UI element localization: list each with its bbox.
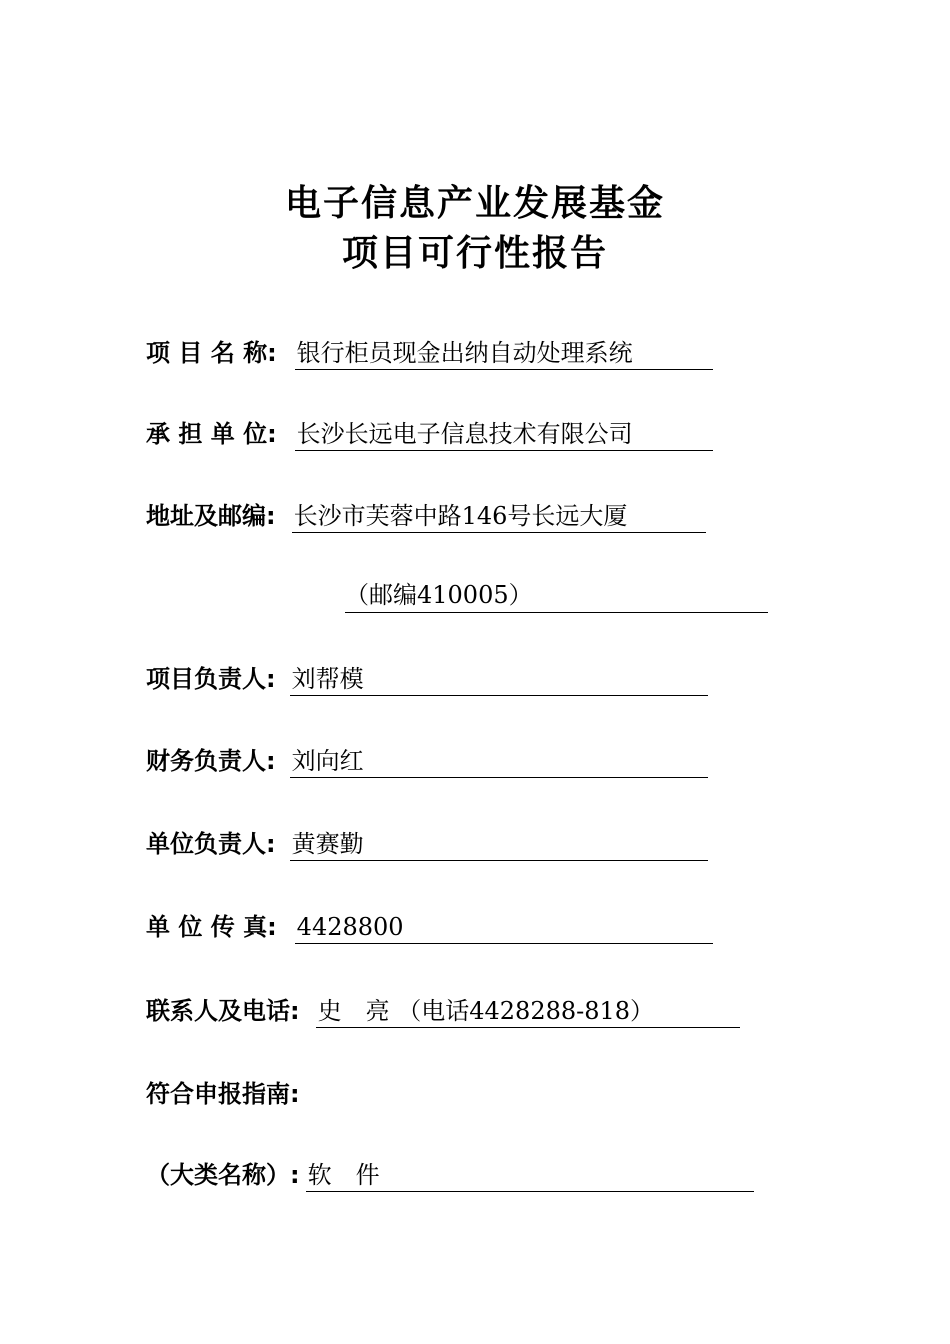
field-postcode-continuation: （邮编410005） <box>345 579 768 613</box>
field-value: 长沙长远电子信息技术有限公司 <box>295 418 713 451</box>
field-label: 联系人及电话: <box>146 997 300 1025</box>
field-label: 项目负责人: <box>146 665 276 693</box>
document-title-line1: 电子信息产业发展基金 <box>284 183 665 224</box>
field-unit-fax <box>146 908 713 944</box>
document-title-line2: 项目可行性报告 <box>341 233 608 274</box>
field-contact-phone <box>146 992 740 1028</box>
field-value: 刘帮模 <box>290 663 708 696</box>
field-label: 符合申报指南: <box>146 1080 300 1108</box>
field-label: （大类名称）: <box>146 1161 300 1189</box>
field-value: 黄赛勤 <box>290 828 708 861</box>
field-label: 财务负责人: <box>146 747 276 775</box>
field-value: 史 亮 （电话4428288-818） <box>316 995 740 1028</box>
field-application-guide <box>146 1075 300 1111</box>
field-value: 软 件 <box>306 1159 754 1192</box>
field-project-leader <box>146 660 708 696</box>
field-label: 单 位 传 真: <box>146 913 277 941</box>
field-label: 地址及邮编: <box>146 502 276 530</box>
field-value: 银行柜员现金出纳自动处理系统 <box>295 337 713 370</box>
field-value: 长沙市芙蓉中路146号长远大厦 <box>292 500 706 533</box>
field-finance-leader <box>146 742 708 778</box>
field-label: 单位负责人: <box>146 830 276 858</box>
field-project-name <box>146 334 713 370</box>
field-value: 4428800 <box>295 911 713 944</box>
field-category-name <box>146 1156 754 1192</box>
field-label: 承 担 单 位: <box>146 420 277 448</box>
field-value: 刘向红 <box>290 745 708 778</box>
field-unit-leader <box>146 825 708 861</box>
field-label: 项 目 名 称: <box>146 339 277 367</box>
field-undertaking-unit <box>146 415 713 451</box>
field-address-postcode <box>146 497 706 533</box>
